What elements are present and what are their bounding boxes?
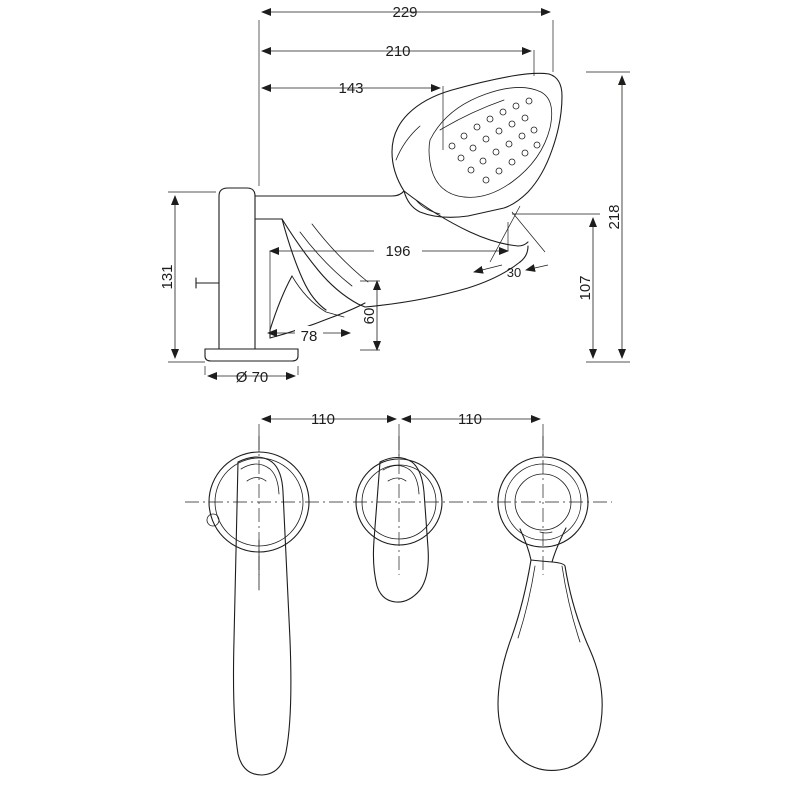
plan-view-dimensions [259,411,543,458]
dim-110-left: 110 [311,411,335,428]
dim-diameter-70: Ø 70 [235,369,269,386]
side-view-dimensions [159,4,630,386]
dim-110-right: 110 [458,411,482,428]
dim-229: 229 [392,4,418,21]
dim-131: 131 [159,264,176,290]
dim-107: 107 [577,275,594,301]
dim-196: 196 [385,243,411,260]
dim-218: 218 [606,204,623,230]
dim-78: 78 [300,328,318,345]
dim-30-angle: 30 [506,265,522,280]
top-plan-view [185,436,612,775]
dim-143: 143 [338,80,364,97]
dim-210: 210 [385,43,411,60]
dim-60: 60 [361,307,378,325]
side-elevation-view [196,73,562,361]
